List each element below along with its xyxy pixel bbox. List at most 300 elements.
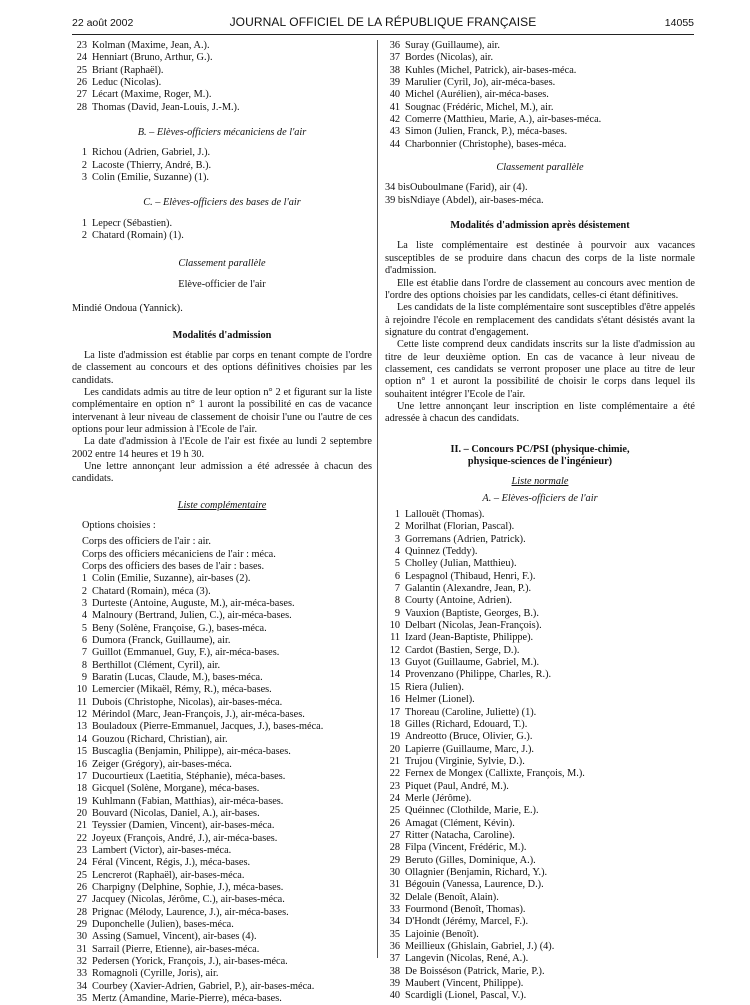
list-item	[72, 218, 372, 230]
item-number: 44	[389, 138, 400, 150]
item-text: Dumora (Franck, Guillaume), air.	[92, 635, 231, 647]
item-number: 23	[76, 844, 87, 856]
list-item	[385, 669, 695, 681]
list-item	[72, 993, 372, 1005]
item-text: Chatard (Romain), méca (3).	[92, 585, 211, 597]
item-text: Ritter (Natacha, Caroline).	[405, 829, 515, 841]
page-header	[72, 14, 694, 34]
list-item	[72, 882, 372, 894]
item-number: 7	[394, 583, 400, 595]
column-separator	[377, 40, 378, 958]
list-item	[72, 944, 372, 956]
item-number: 27	[76, 89, 87, 101]
item-text: Andreotto (Bruce, Olivier, G.).	[405, 731, 533, 743]
item-text: Bégouin (Vanessa, Laurence, D.).	[405, 879, 544, 891]
item-number: 38	[389, 965, 400, 977]
list-item	[72, 894, 372, 906]
list-item	[385, 102, 695, 114]
list-item	[72, 746, 372, 758]
list-item	[72, 956, 372, 968]
list-item	[385, 805, 695, 817]
item-number: 40	[389, 990, 400, 1002]
list-item	[72, 907, 372, 919]
item-text: Bordes (Nicolas), air.	[405, 52, 494, 64]
item-number: 37	[389, 52, 400, 64]
item-number: 14	[389, 669, 400, 681]
item-number: 40	[389, 89, 400, 101]
item-text: Kuhlmann (Fabian, Matthias), air-méca-bases.	[92, 795, 284, 807]
item-number: 1	[81, 217, 87, 229]
item-number: 19	[389, 731, 400, 743]
list-item	[385, 929, 695, 941]
paragraph: Les candidats de la liste complémentaire sont susceptibles d'être appelés à rejoindre l'école en remplacement des candidats s'étant désistés avant la signature du contrat d'engagement.	[385, 302, 695, 338]
list-item	[385, 879, 695, 891]
item-number: 6	[394, 570, 400, 582]
item-text: Comerre (Matthieu, Marie, A.), air-bases-méca.	[405, 114, 602, 126]
item-number: 35	[389, 928, 400, 940]
item-number: 24	[389, 792, 400, 804]
list-item	[72, 102, 372, 114]
item-number: 6	[81, 635, 87, 647]
list-item	[385, 842, 695, 854]
item-text: Kuhles (Michel, Patrick), air-bases-méca.	[405, 64, 577, 76]
item-number: 33	[76, 968, 87, 980]
item-number: 8	[81, 659, 87, 671]
item-number: 39	[389, 978, 400, 990]
item-number: 41	[389, 101, 400, 113]
list-item	[72, 783, 372, 795]
list-item	[385, 608, 695, 620]
list-item	[385, 52, 695, 64]
list-item	[72, 709, 372, 721]
page-number: 14055	[664, 17, 694, 29]
item-text: Lapierre (Guillaume, Marc, J.).	[405, 743, 534, 755]
item-text: Izard (Jean-Baptiste, Philippe).	[405, 632, 534, 644]
list-item	[72, 65, 372, 77]
list-item	[72, 857, 372, 869]
item-text: Beny (Solène, Françoise, G.), bases-méca.	[92, 622, 267, 634]
list-item	[385, 744, 695, 756]
list-a	[385, 509, 695, 1003]
item-text: Meillieux (Ghislain, Gabriel, J.) (4).	[405, 941, 555, 953]
item-number: 26	[389, 817, 400, 829]
item-number: 27	[389, 829, 400, 841]
list-item	[72, 598, 372, 610]
list-item	[385, 731, 695, 743]
list-b	[72, 147, 372, 184]
item-text: Guillot (Emmanuel, Guy, F.), air-méca-bases.	[92, 647, 280, 659]
item-number: 15	[389, 681, 400, 693]
item-text: Jacquey (Nicolas, Jérôme, C.), air-bases-méca.	[92, 894, 285, 906]
item-text: Vauxion (Baptiste, Georges, B.).	[405, 607, 539, 619]
item-number: 3	[81, 172, 87, 184]
list-item	[72, 820, 372, 832]
item-text: Lencrerot (Raphaël), air-bases-méca.	[92, 869, 245, 881]
item-text: Colin (Emilie, Suzanne), air-bases (2).	[92, 573, 251, 585]
item-text: Gicquel (Solène, Morgane), méca-bases.	[92, 783, 260, 795]
item-number: 33	[389, 904, 400, 915]
list-item	[72, 147, 372, 159]
normale-title: Liste normale	[511, 476, 569, 488]
list-item	[72, 586, 372, 598]
list-item	[385, 583, 695, 595]
item-text: Lemercier (Mikaël, Rémy, R.), méca-bases.	[92, 684, 272, 696]
item-text: Malnoury (Bertrand, Julien, C.), air-méca-bases.	[92, 610, 292, 622]
item-number: 7	[81, 647, 87, 659]
list-a-continued	[72, 40, 372, 114]
list-item	[385, 632, 695, 644]
journal-title: JOURNAL OFFICIEL DE LA RÉPUBLIQUE FRANÇAISE	[229, 15, 537, 29]
item-text: Lepecr (Sébastien).	[92, 217, 173, 229]
item-text: Lambert (Victor), air-bases-méca.	[92, 844, 232, 856]
item-text: Ollagnier (Benjamin, Richard, Y.).	[405, 866, 548, 878]
item-text: Lallouët (Thomas).	[405, 509, 485, 520]
item-text: Lespagnol (Thibaud, Henri, F.).	[405, 570, 536, 582]
item-text: Scardigli (Lionel, Pascal, V.).	[405, 990, 527, 1002]
list-item	[72, 89, 372, 101]
item-text: Delale (Benoît, Alain).	[405, 891, 499, 903]
list-item	[385, 139, 695, 151]
list-c	[72, 218, 372, 243]
item-number: 2	[81, 585, 87, 597]
item-text: Zeiger (Grégory), air-bases-méca.	[92, 758, 232, 770]
list-item	[385, 953, 695, 965]
list-item	[72, 981, 372, 993]
list-item	[385, 694, 695, 706]
list-item	[72, 771, 372, 783]
paragraph: Une lettre annonçant leur admission a été adressée à chacun des candidats.	[72, 460, 372, 485]
options-title: Options choisies :	[82, 519, 156, 531]
item-number: 43	[389, 126, 400, 138]
item-text: Morilhat (Florian, Pascal).	[405, 521, 515, 533]
item-text: Teyssier (Damien, Vincent), air-bases-méca.	[92, 820, 275, 832]
section-b-heading: B. – Elèves-officiers mécaniciens de l'air	[137, 127, 307, 139]
list-item	[385, 509, 695, 521]
item-number: 42	[389, 114, 400, 126]
item-number: 13	[389, 657, 400, 669]
item-number: 5	[81, 622, 87, 634]
item-text: Mérindol (Marc, Jean-François, J.), air-méca-bases.	[92, 709, 305, 721]
item-number: 18	[76, 783, 87, 795]
item-number: 19	[76, 795, 87, 807]
item-text: Prignac (Mélody, Laurence, J.), air-méca-bases.	[92, 906, 289, 918]
item-text: Romagnoli (Cyrille, Joris), air.	[92, 968, 219, 980]
item-text: Ouboulmane (Farid), air (4).	[410, 182, 528, 194]
list-item	[72, 647, 372, 659]
list-item	[72, 77, 372, 89]
item-text: Suray (Guillaume), air.	[405, 40, 500, 51]
paragraph: Une lettre annonçant leur inscription en liste complémentaire a été adressée à chacun des candidats.	[385, 400, 695, 425]
item-text: Michel (Aurélien), air-méca-bases.	[405, 89, 549, 101]
list-item	[72, 808, 372, 820]
paragraph: La liste d'admission est établie par corps en tenant compte de l'ordre de classement au concours et des options définitives choisies par les candidats.	[72, 349, 372, 386]
left-column	[72, 40, 372, 1005]
list-complementaire	[72, 573, 372, 1005]
list-item	[72, 796, 372, 808]
list-item	[72, 660, 372, 672]
normale-heading	[385, 476, 695, 488]
item-text: Sougnac (Frédéric, Michel, M.), air.	[405, 101, 554, 113]
item-number: 39	[389, 77, 400, 89]
list-item	[385, 793, 695, 805]
item-text: Gouzou (Richard, Christian), air.	[92, 733, 228, 745]
parallel-list	[385, 182, 695, 207]
item-number: 29	[389, 854, 400, 866]
parallel-name: Mindié Ondoua (Yannick).	[72, 303, 183, 315]
item-number: 10	[76, 684, 87, 696]
list-item	[385, 114, 695, 126]
header-rule	[72, 34, 694, 35]
item-number: 25	[389, 805, 400, 817]
parallel-heading-right: Classement parallèle	[496, 162, 584, 174]
item-text: Lacoste (Thierry, André, B.).	[92, 159, 212, 171]
item-text: Chatard (Romain) (1).	[92, 230, 184, 242]
item-text: Beruto (Gilles, Dominique, A.).	[405, 854, 536, 866]
item-number: 29	[76, 918, 87, 930]
paragraph: La date d'admission à l'Ecole de l'air est fixée au lundi 2 septembre 2002 entre 14 heures et 19 h 30.	[72, 436, 372, 460]
right-column	[385, 40, 695, 1003]
item-text: Sarrail (Pierre, Etienne), air-bases-méca.	[92, 943, 260, 955]
item-text: Maubert (Vincent, Philippe).	[405, 978, 524, 990]
item-number: 28	[76, 906, 87, 918]
list-item	[72, 160, 372, 172]
item-text: Trujou (Virginie, Sylvie, D.).	[405, 755, 525, 767]
list-item	[385, 182, 695, 194]
concours-heading-line2: physique-sciences de l'ingénieur)	[467, 455, 613, 467]
list-item	[385, 40, 695, 52]
item-text: Briant (Raphaël).	[92, 64, 164, 76]
item-number: 24	[76, 857, 87, 869]
item-number: 11	[390, 632, 400, 644]
list-item	[72, 919, 372, 931]
item-text: Bouladoux (Pierre-Emmanuel, Jacques, J.), bases-méca.	[92, 721, 324, 733]
item-number: 1	[394, 509, 400, 520]
item-number: 25	[76, 869, 87, 881]
item-number: 4	[81, 610, 87, 622]
item-number: 9	[394, 607, 400, 619]
item-text: Baratin (Lucas, Claude, M.), bases-méca.	[92, 672, 263, 684]
list-item	[385, 534, 695, 546]
item-number: 17	[76, 770, 87, 782]
item-number: 12	[76, 709, 87, 721]
item-text: Quinnez (Teddy).	[405, 546, 478, 558]
item-number: 3	[394, 533, 400, 545]
item-text: Féral (Vincent, Régis, J.), méca-bases.	[92, 857, 251, 869]
item-number: 24	[76, 52, 87, 64]
item-text: Galantin (Alexandre, Jean, P.).	[405, 583, 532, 595]
item-text: Thoreau (Caroline, Juliette) (1).	[405, 706, 537, 718]
item-text: Fourmond (Benoît, Thomas).	[405, 904, 526, 915]
list-item	[72, 672, 372, 684]
item-number: 2	[81, 159, 87, 171]
item-number: 13	[76, 721, 87, 733]
item-text: Richou (Adrien, Gabriel, J.).	[92, 147, 211, 159]
list-item	[72, 833, 372, 845]
list-item	[385, 521, 695, 533]
item-text: Courbey (Xavier-Adrien, Gabriel, P.), air-bases-méca.	[92, 980, 315, 992]
item-number: 20	[389, 743, 400, 755]
option-line: Corps des officiers de l'air : air.	[82, 536, 211, 548]
item-number: 34	[76, 980, 87, 992]
list-item	[385, 768, 695, 780]
item-text: Dubois (Christophe, Nicolas), air-bases-méca.	[92, 696, 283, 708]
list-item	[72, 172, 372, 184]
option-line: Corps des officiers des bases de l'air : bases.	[82, 561, 265, 572]
item-number: 2	[81, 230, 87, 242]
list-item	[72, 845, 372, 857]
item-text: Pedersen (Yorick, François, J.), air-bases-méca.	[92, 956, 288, 967]
complementaire-title: Liste complémentaire	[177, 499, 267, 511]
item-number: 21	[76, 820, 87, 832]
item-text: Cholley (Julian, Matthieu).	[405, 558, 517, 570]
concours-heading-line1: II. – Concours PC/PSI (physique-chimie,	[450, 443, 630, 455]
item-text: Assing (Samuel, Vincent), air-bases (4).	[92, 931, 257, 943]
list-item	[385, 657, 695, 669]
item-text: Duponchelle (Julien), bases-méca.	[92, 918, 234, 930]
item-number: 25	[76, 64, 87, 76]
list-item	[72, 684, 372, 696]
item-text: Filpa (Vincent, Frédéric, M.).	[405, 842, 527, 854]
item-text: Thomas (David, Jean-Louis, J.-M.).	[92, 101, 240, 113]
list-item	[385, 571, 695, 583]
list-complementaire-continued	[385, 40, 695, 151]
item-text: Cardot (Bastien, Serge, D.).	[405, 644, 520, 656]
header-date: 22 août 2002	[72, 17, 134, 29]
list-item	[385, 620, 695, 632]
item-number: 31	[76, 943, 87, 955]
list-item	[385, 719, 695, 731]
list-item	[385, 781, 695, 793]
item-number: 16	[76, 758, 87, 770]
item-number: 26	[76, 77, 87, 89]
list-item	[385, 990, 695, 1002]
list-item	[72, 870, 372, 882]
list-item	[72, 931, 372, 943]
item-text: Guyot (Guillaume, Gabriel, M.).	[405, 657, 540, 669]
list-item	[72, 697, 372, 709]
item-number: 16	[389, 694, 400, 706]
item-number: 35	[76, 993, 87, 1005]
list-item	[72, 40, 372, 52]
item-text: Buscaglia (Benjamin, Philippe), air-méca-bases.	[92, 746, 291, 758]
list-item	[385, 892, 695, 904]
item-text: Delbart (Nicolas, Jean-François).	[405, 620, 542, 632]
section-a-heading: A. – Elèves-officiers de l'air	[482, 492, 598, 504]
item-text: Lécart (Maxime, Roger, M.).	[92, 89, 212, 101]
item-number: 14	[76, 733, 87, 745]
list-item	[385, 595, 695, 607]
paragraph: La liste complémentaire est destinée à pourvoir aux vacances susceptibles de se produire dans chacun des corps de la liste normale d'admission.	[385, 240, 695, 277]
list-item	[385, 941, 695, 953]
list-item	[385, 546, 695, 558]
item-text: Provenzano (Philippe, Charles, R.).	[405, 669, 552, 681]
item-number: 21	[389, 755, 400, 767]
item-number: 17	[389, 706, 400, 718]
paragraph: Les candidats admis au titre de leur option n° 2 et figurant sur la liste complémentaire en option n° 1 auront la possibilité en cas de vacance intervenant à leur niveau de classement de choisir l'une ou l'autre de ces options pour leur admission à l'Ecole de l'air.	[72, 386, 372, 435]
item-number: 15	[76, 746, 87, 758]
list-item	[72, 721, 372, 733]
item-number: 39 bis	[385, 194, 410, 206]
item-number: 23	[76, 40, 87, 51]
item-number: 2	[394, 521, 400, 533]
item-text: Marulier (Cyril, Jo), air-méca-bases.	[405, 77, 556, 89]
item-number: 34	[389, 916, 400, 928]
item-number: 22	[76, 832, 87, 844]
list-item	[72, 230, 372, 242]
item-text: Helmer (Lionel).	[405, 694, 475, 706]
item-text: Merle (Jérôme).	[405, 792, 472, 804]
item-number: 34 bis	[385, 182, 410, 194]
item-number: 28	[76, 101, 87, 113]
list-item	[385, 855, 695, 867]
list-item	[72, 635, 372, 647]
item-text: Berthillot (Clément, Cyril), air.	[92, 659, 221, 671]
parallel-subtitle: Elève-officier de l'air	[178, 278, 266, 290]
list-item	[385, 707, 695, 719]
paragraph: Elle est établie dans l'ordre de classement au concours avec mention de l'ordre des options choisies par les candidats, celles-ci étant définitives.	[385, 277, 695, 301]
list-item	[385, 830, 695, 842]
list-item	[72, 623, 372, 635]
list-item	[385, 756, 695, 768]
item-text: Leduc (Nicolas).	[92, 77, 162, 89]
item-text: Colin (Emilie, Suzanne) (1).	[92, 172, 209, 184]
modalites-heading: Modalités d'admission	[172, 329, 272, 341]
list-item	[72, 52, 372, 64]
item-number: 11	[77, 696, 87, 708]
parallel-heading: Classement parallèle	[178, 258, 266, 270]
item-number: 23	[389, 780, 400, 792]
item-number: 36	[389, 941, 400, 953]
item-number: 31	[389, 879, 400, 891]
item-number: 8	[394, 595, 400, 607]
list-item	[385, 978, 695, 990]
list-item	[385, 818, 695, 830]
item-text: Fernex de Mongex (Callixte, François, M.).	[405, 768, 585, 780]
list-item	[385, 916, 695, 928]
item-text: De Boisséson (Patrick, Marie, P.).	[405, 965, 545, 977]
item-text: Ndiaye (Abdel), air-bases-méca.	[410, 194, 544, 206]
list-item	[385, 966, 695, 978]
item-number: 32	[76, 956, 87, 967]
item-number: 27	[76, 894, 87, 906]
list-item	[385, 558, 695, 570]
item-text: Charbonnier (Christophe), bases-méca.	[405, 138, 567, 150]
section-c-heading: C. – Elèves-officiers des bases de l'air	[143, 197, 301, 209]
list-item	[385, 195, 695, 207]
list-item	[72, 573, 372, 585]
item-number: 1	[81, 573, 87, 585]
list-item	[385, 77, 695, 89]
item-text: Kolman (Maxime, Jean, A.).	[92, 40, 210, 51]
item-number: 36	[389, 40, 400, 51]
list-item	[385, 126, 695, 138]
paragraph: Cette liste comprend deux candidats inscrits sur la liste d'admission au titre de leur deuxième option. En cas de vacance à leur niveau de classement, ces candidats se verront proposer une place au titre de leur option n° 1 et auront la possibilité de choisir le corps dans lequel ils souhaitent intégrer l'Ecole de l'air.	[385, 339, 695, 400]
item-text: Simon (Julien, Franck, P.), méca-bases.	[405, 126, 568, 138]
item-text: Joyeux (François, André, J.), air-méca-bases.	[92, 832, 278, 844]
list-item	[385, 904, 695, 916]
item-number: 9	[81, 672, 87, 684]
item-number: 32	[389, 891, 400, 903]
item-text: D'Hondt (Jérémy, Marcel, F.).	[405, 916, 529, 928]
item-text: Amagat (Clément, Kévin).	[405, 817, 515, 829]
item-text: Ducourtieux (Laetitia, Stéphanie), méca-bases.	[92, 770, 286, 782]
option-line: Corps des officiers mécaniciens de l'air : méca.	[82, 548, 276, 560]
list-item	[385, 645, 695, 657]
item-text: Quéinnec (Clothilde, Marie, E.).	[405, 805, 539, 817]
item-text: Gorremans (Adrien, Patrick).	[405, 533, 526, 545]
list-item	[72, 610, 372, 622]
item-text: Gilles (Richard, Edouard, T.).	[405, 718, 528, 730]
